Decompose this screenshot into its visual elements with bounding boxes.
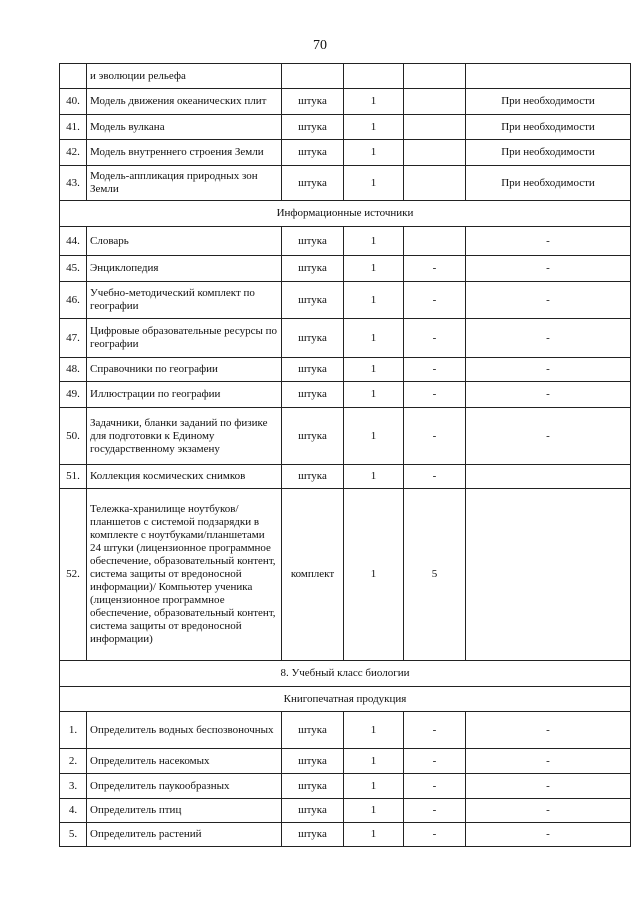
quantity-cell: 1 — [344, 115, 404, 140]
page-number: 70 — [313, 38, 327, 53]
quantity-cell: 1 — [344, 227, 404, 256]
item-name-cell: Коллекция космических снимков — [87, 465, 282, 489]
item-name-cell: Энциклопедия — [87, 256, 282, 282]
quantity-cell: 1 — [344, 358, 404, 382]
row-number-cell: 1. — [60, 712, 87, 749]
unit-cell: штука — [282, 256, 344, 282]
item-name-cell: Определитель птиц — [87, 799, 282, 823]
row-number-cell: 4. — [60, 799, 87, 823]
note-cell: При необходимости — [466, 140, 631, 166]
item-name-cell: Задачники, бланки заданий по физике для подготовки к Единому государственному экзамену — [87, 408, 282, 465]
unit-cell: штука — [282, 799, 344, 823]
extra-quantity-cell — [404, 89, 466, 115]
unit-cell: штука — [282, 465, 344, 489]
table-row — [60, 256, 631, 282]
table-row — [60, 166, 631, 201]
note-cell: - — [466, 382, 631, 408]
item-name-cell: Определитель насекомых — [87, 749, 282, 774]
row-number-cell: 47. — [60, 319, 87, 358]
unit-cell: штука — [282, 749, 344, 774]
unit-cell: штука — [282, 358, 344, 382]
item-name-cell: Модель-аппликация природных зон Земли — [87, 166, 282, 201]
unit-cell: штука — [282, 140, 344, 166]
extra-quantity-cell — [404, 115, 466, 140]
row-number-cell: 49. — [60, 382, 87, 408]
unit-cell: штука — [282, 89, 344, 115]
table-row — [60, 319, 631, 358]
row-number-cell: 2. — [60, 749, 87, 774]
unit-cell: штука — [282, 282, 344, 319]
quantity-cell: 1 — [344, 140, 404, 166]
unit-cell: штука — [282, 227, 344, 256]
item-name-cell: Цифровые образовательные ресурсы по географии — [87, 319, 282, 358]
extra-quantity-cell: - — [404, 465, 466, 489]
quantity-cell: 1 — [344, 749, 404, 774]
row-number-cell: 51. — [60, 465, 87, 489]
row-number-cell: 5. — [60, 823, 87, 847]
unit-cell: штука — [282, 712, 344, 749]
extra-quantity-cell: - — [404, 823, 466, 847]
extra-quantity-cell: - — [404, 358, 466, 382]
extra-quantity-cell: - — [404, 408, 466, 465]
extra-quantity-cell: 5 — [404, 489, 466, 661]
table-row — [60, 408, 631, 465]
item-name-cell: Словарь — [87, 227, 282, 256]
quantity-cell: 1 — [344, 823, 404, 847]
note-cell: При необходимости — [466, 115, 631, 140]
quantity-cell: 1 — [344, 319, 404, 358]
extra-quantity-cell: - — [404, 799, 466, 823]
table-row — [60, 64, 631, 89]
quantity-cell: 1 — [344, 256, 404, 282]
quantity-cell: 1 — [344, 489, 404, 661]
note-cell: При необходимости — [466, 89, 631, 115]
row-number-cell: 48. — [60, 358, 87, 382]
note-cell: - — [466, 749, 631, 774]
unit-cell: штука — [282, 774, 344, 799]
row-number-cell: 3. — [60, 774, 87, 799]
unit-cell: комплект — [282, 489, 344, 661]
extra-quantity-cell — [404, 227, 466, 256]
row-number-cell: 43. — [60, 166, 87, 201]
item-name-cell: Модель движения океанических плит — [87, 89, 282, 115]
table-row — [60, 774, 631, 799]
note-cell — [466, 64, 631, 89]
extra-quantity-cell — [404, 166, 466, 201]
quantity-cell: 1 — [344, 408, 404, 465]
unit-cell: штука — [282, 382, 344, 408]
unit-cell: штука — [282, 319, 344, 358]
extra-quantity-cell: - — [404, 319, 466, 358]
table-row — [60, 358, 631, 382]
unit-cell — [282, 64, 344, 89]
note-cell: - — [466, 227, 631, 256]
item-name-cell: Тележка-хранилище ноутбуков/планшетов с системой подзарядки в комплекте с ноутбуками/планшетами 24 штуки (лицензионное программное обеспечение, образовательный контент, система защиты от вредоносной информации)/ Компьютер ученика (лицензионное программное обеспечение, образовательный контент, система защиты от вредоносной информации) — [87, 489, 282, 661]
extra-quantity-cell: - — [404, 749, 466, 774]
quantity-cell: 1 — [344, 166, 404, 201]
extra-quantity-cell: - — [404, 774, 466, 799]
quantity-cell — [344, 64, 404, 89]
quantity-cell: 1 — [344, 774, 404, 799]
note-cell: - — [466, 408, 631, 465]
item-name-cell: Модель внутреннего строения Земли — [87, 140, 282, 166]
table-row — [60, 282, 631, 319]
note-cell: - — [466, 774, 631, 799]
equipment-table-body — [60, 64, 631, 847]
table-row — [60, 712, 631, 749]
table-row — [60, 489, 631, 661]
note-cell: - — [466, 358, 631, 382]
extra-quantity-cell: - — [404, 382, 466, 408]
note-cell: - — [466, 712, 631, 749]
table-row — [60, 799, 631, 823]
section-header-row — [60, 661, 631, 687]
table-row — [60, 749, 631, 774]
item-name-cell: Модель вулкана — [87, 115, 282, 140]
table-row — [60, 89, 631, 115]
section-title: 8. Учебный класс биологии — [60, 661, 631, 687]
row-number-cell: 44. — [60, 227, 87, 256]
item-name-cell: Справочники по географии — [87, 358, 282, 382]
row-number-cell — [60, 64, 87, 89]
row-number-cell: 45. — [60, 256, 87, 282]
item-name-cell: Иллюстрации по географии — [87, 382, 282, 408]
row-number-cell: 42. — [60, 140, 87, 166]
note-cell: - — [466, 799, 631, 823]
quantity-cell: 1 — [344, 89, 404, 115]
note-cell: - — [466, 256, 631, 282]
quantity-cell: 1 — [344, 465, 404, 489]
table-row — [60, 115, 631, 140]
extra-quantity-cell: - — [404, 712, 466, 749]
table-row — [60, 823, 631, 847]
item-name-cell: Учебно-методический комплект по географии — [87, 282, 282, 319]
section-title: Информационные источники — [60, 201, 631, 227]
row-number-cell: 52. — [60, 489, 87, 661]
note-cell: - — [466, 823, 631, 847]
item-name-cell: и эволюции рельефа — [87, 64, 282, 89]
item-name-cell: Определитель паукообразных — [87, 774, 282, 799]
extra-quantity-cell — [404, 64, 466, 89]
extra-quantity-cell — [404, 140, 466, 166]
table-row — [60, 465, 631, 489]
quantity-cell: 1 — [344, 382, 404, 408]
quantity-cell: 1 — [344, 799, 404, 823]
table-row — [60, 227, 631, 256]
item-name-cell: Определитель растений — [87, 823, 282, 847]
quantity-cell: 1 — [344, 282, 404, 319]
table-row — [60, 382, 631, 408]
extra-quantity-cell: - — [404, 282, 466, 319]
table-row — [60, 140, 631, 166]
row-number-cell: 41. — [60, 115, 87, 140]
unit-cell: штука — [282, 408, 344, 465]
item-name-cell: Определитель водных беспозвоночных — [87, 712, 282, 749]
note-cell: При необходимости — [466, 166, 631, 201]
section-header-row — [60, 201, 631, 227]
note-cell: - — [466, 282, 631, 319]
unit-cell: штука — [282, 166, 344, 201]
extra-quantity-cell: - — [404, 256, 466, 282]
row-number-cell: 46. — [60, 282, 87, 319]
equipment-table — [59, 63, 631, 847]
unit-cell: штука — [282, 115, 344, 140]
quantity-cell: 1 — [344, 712, 404, 749]
row-number-cell: 50. — [60, 408, 87, 465]
note-cell: - — [466, 319, 631, 358]
section-header-row — [60, 687, 631, 712]
section-title: Книгопечатная продукция — [60, 687, 631, 712]
note-cell — [466, 465, 631, 489]
unit-cell: штука — [282, 823, 344, 847]
note-cell — [466, 489, 631, 661]
row-number-cell: 40. — [60, 89, 87, 115]
